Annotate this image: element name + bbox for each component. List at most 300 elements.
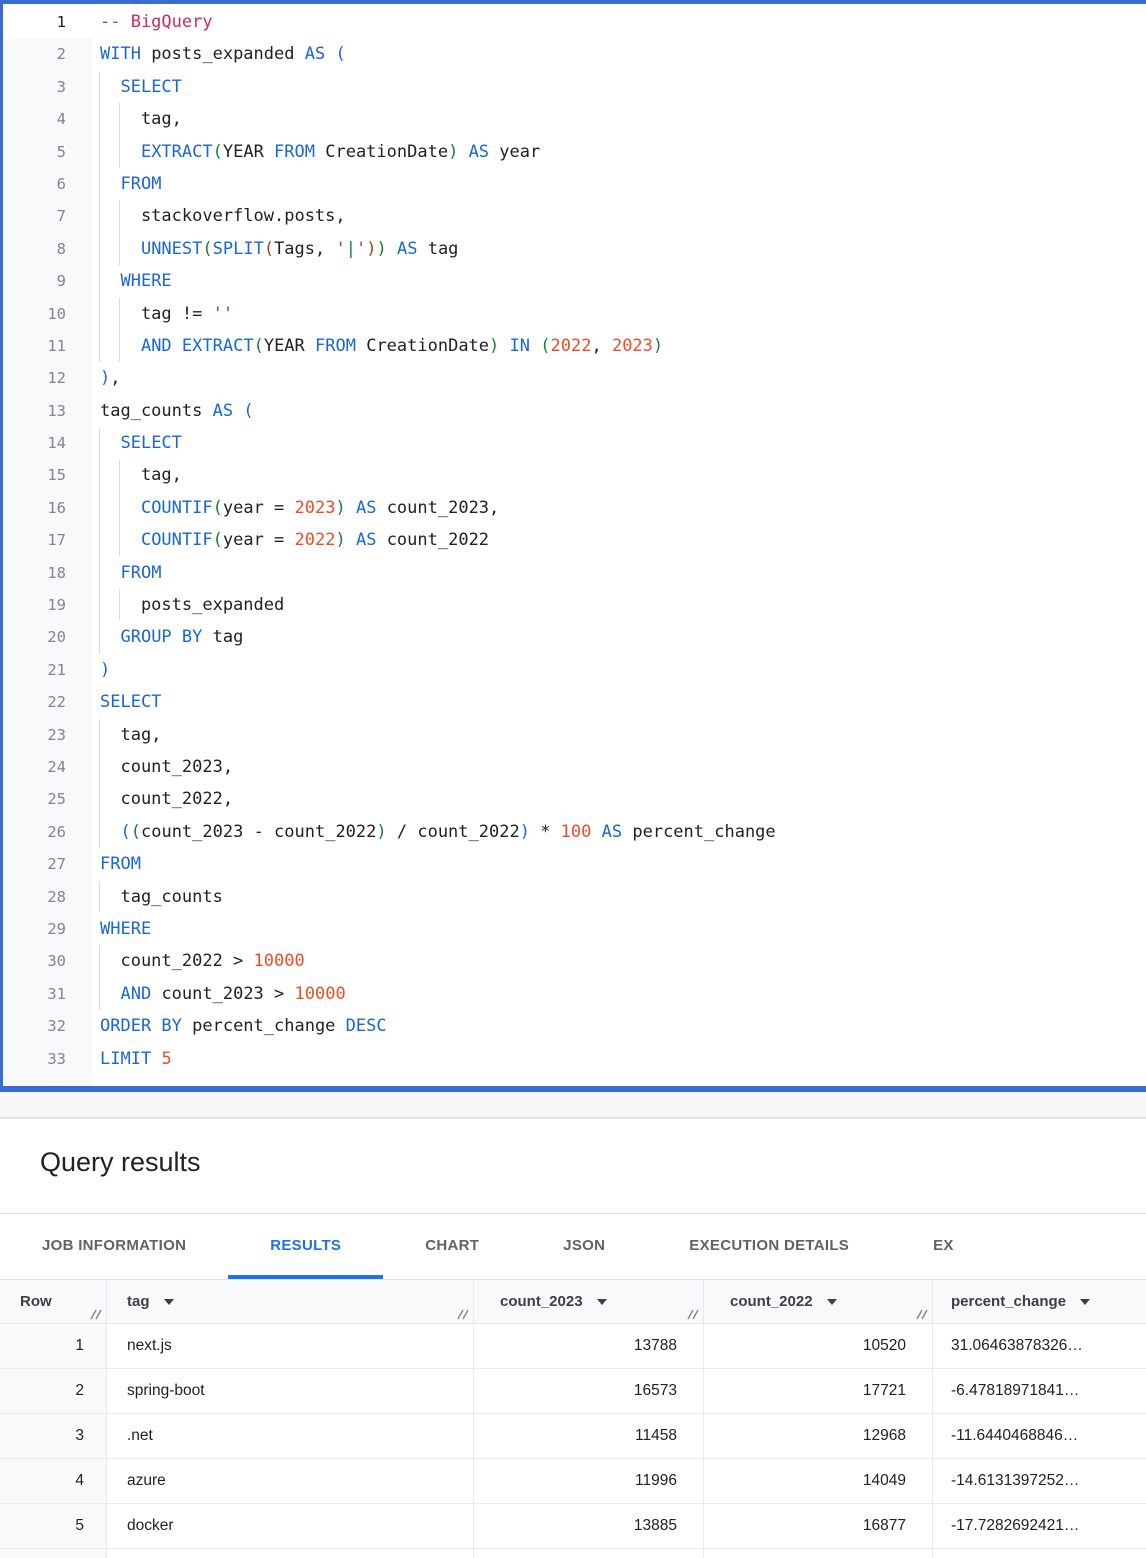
cell: docker (107, 1504, 474, 1549)
line-number: 15 (3, 459, 92, 491)
code-token: WITH (100, 44, 141, 65)
code-token: ( (202, 238, 213, 259)
cell: 16573 (474, 1369, 704, 1414)
line-number: 25 (3, 783, 92, 815)
code-line[interactable] (3, 881, 1146, 913)
indent-guide (99, 103, 100, 135)
indent-guide (99, 621, 100, 653)
code-token: AS (601, 821, 623, 842)
line-number: 11 (3, 330, 92, 362)
indent-guide (99, 783, 100, 815)
table-body (0, 1324, 1146, 1549)
code-text[interactable] (92, 38, 1146, 70)
code-token: EXTRACT (140, 141, 213, 162)
indent-guide (119, 298, 120, 330)
code-token: ( (243, 400, 254, 421)
code-token: tag, (100, 109, 182, 130)
line-number: 20 (3, 621, 92, 653)
code-token: AS (355, 530, 377, 551)
pane-divider[interactable] (0, 1092, 1146, 1119)
line-number: 10 (3, 298, 92, 330)
code-token: count_2023 > (151, 983, 295, 1004)
indent-guide (99, 524, 100, 556)
code-token (100, 530, 141, 550)
code-token (530, 336, 540, 356)
code-token (100, 239, 141, 259)
line-number: 29 (3, 913, 92, 945)
code-token: percent_change (181, 1016, 346, 1037)
code-token: tag (417, 238, 459, 259)
code-line[interactable] (3, 1043, 1146, 1075)
code-text[interactable] (92, 136, 1146, 168)
code-text[interactable] (92, 978, 1146, 1010)
line-number: 31 (3, 978, 92, 1010)
indent-guide (119, 233, 120, 265)
code-token: posts_expanded (140, 44, 305, 65)
table-row (0, 1414, 1146, 1459)
code-token (233, 401, 243, 421)
code-token: tag, (100, 465, 182, 486)
code-token: DESC (345, 1016, 387, 1037)
code-token: * (529, 821, 561, 842)
code-token: COUNTIF (140, 497, 213, 518)
code-text[interactable] (92, 686, 1146, 718)
code-token: FROM (120, 562, 162, 583)
code-token: AS (304, 44, 326, 65)
indent-guide (119, 136, 120, 168)
cell: -11.6440468846… (933, 1414, 1146, 1459)
code-text[interactable] (92, 654, 1146, 686)
sort-dropdown-icon[interactable] (164, 1299, 174, 1305)
code-line[interactable] (3, 945, 1146, 977)
code-text[interactable] (92, 200, 1146, 232)
code-line[interactable] (3, 524, 1146, 556)
code-text[interactable] (92, 298, 1146, 330)
code-line[interactable] (3, 621, 1146, 653)
code-token (591, 822, 601, 842)
code-token: AS (212, 400, 234, 421)
code-text[interactable] (92, 557, 1146, 589)
indent-guide (99, 492, 100, 524)
line-number: 4 (3, 103, 92, 135)
cell: 14049 (704, 1459, 933, 1504)
code-token: UNNEST (140, 238, 203, 259)
partial-cell (704, 1549, 933, 1558)
code-line[interactable] (3, 330, 1146, 362)
indent-guide (119, 524, 120, 556)
code-line[interactable] (3, 427, 1146, 459)
code-token: year = (222, 497, 295, 518)
code-line[interactable] (3, 265, 1146, 297)
indent-guide (99, 330, 100, 362)
code-line[interactable] (3, 719, 1146, 751)
tab-chart[interactable]: CHART (425, 1237, 480, 1254)
code-token: ( (212, 141, 223, 162)
code-token (346, 498, 356, 518)
code-text[interactable] (92, 913, 1146, 945)
sort-dropdown-icon[interactable] (1080, 1299, 1090, 1305)
indent-guide (99, 233, 100, 265)
cell: 31.06463878326… (933, 1324, 1146, 1369)
resize-handle-icon[interactable] (686, 1307, 699, 1320)
indent-guide (99, 298, 100, 330)
indent-guide (99, 589, 100, 621)
code-token (100, 822, 120, 842)
tab-json[interactable]: JSON (563, 1237, 606, 1254)
table-row (0, 1459, 1146, 1504)
code-text[interactable] (92, 330, 1146, 362)
code-token: ) (100, 659, 111, 680)
line-number: 14 (3, 427, 92, 459)
line-number: 23 (3, 719, 92, 751)
code-token: | (345, 238, 356, 259)
code-token: FROM (100, 854, 141, 875)
code-token: CreationDate (315, 141, 449, 162)
cell: -6.47818971841… (933, 1369, 1146, 1414)
row-number-cell: 5 (0, 1504, 107, 1549)
line-number: 33 (3, 1043, 92, 1075)
code-token: WHERE (120, 271, 172, 292)
code-token: EXTRACT (181, 335, 254, 356)
cell: .net (107, 1414, 474, 1459)
code-token: FROM (120, 173, 162, 194)
code-token: 100 (560, 821, 592, 842)
code-token: / count_2022 (386, 821, 520, 842)
code-text[interactable] (92, 395, 1146, 427)
code-token: FROM (274, 141, 315, 162)
code-line[interactable] (3, 686, 1146, 718)
code-text[interactable] (92, 783, 1146, 815)
line-number: 24 (3, 751, 92, 783)
code-line[interactable] (3, 395, 1146, 427)
code-token: 10000 (294, 983, 346, 1004)
code-text[interactable] (92, 589, 1146, 621)
row-number-cell: 2 (0, 1369, 107, 1414)
code-token: count_2023, (100, 756, 234, 777)
code-token: , (110, 368, 121, 389)
code-text[interactable] (92, 233, 1146, 265)
column-header-count_2022[interactable] (704, 1280, 933, 1324)
code-token: ) (519, 821, 530, 842)
code-token: count_2023 - count_2022 (140, 821, 377, 842)
indent-guide (99, 136, 100, 168)
code-text[interactable] (92, 881, 1146, 913)
tab-job-information[interactable]: JOB INFORMATION (42, 1237, 187, 1254)
code-token (100, 271, 120, 291)
code-token: 2023 (611, 335, 653, 356)
table-row (0, 1324, 1146, 1369)
line-number: 12 (3, 362, 92, 394)
cell: next.js (107, 1324, 474, 1369)
partial-cell (107, 1549, 474, 1558)
code-token: tag != (100, 303, 213, 324)
line-number: 7 (3, 200, 92, 232)
code-token: GROUP BY (120, 627, 203, 648)
code-token: AS (396, 238, 418, 259)
code-token: ( (540, 335, 551, 356)
sort-dropdown-icon[interactable] (827, 1299, 837, 1305)
column-label: count_2023 (500, 1293, 583, 1310)
code-token: Tags, (274, 238, 336, 259)
code-line[interactable] (3, 168, 1146, 200)
code-token: ( (120, 821, 131, 842)
code-line[interactable] (3, 459, 1146, 491)
tab-execution-details[interactable]: EXECUTION DETAILS (689, 1237, 850, 1254)
code-line[interactable] (3, 913, 1146, 945)
code-token: LIMIT (100, 1048, 152, 1069)
code-text[interactable] (92, 265, 1146, 297)
code-text[interactable] (92, 103, 1146, 135)
line-number: 19 (3, 589, 92, 621)
code-token (100, 77, 120, 97)
code-token (325, 44, 335, 64)
code-token (100, 984, 120, 1004)
code-token (100, 336, 141, 356)
code-text[interactable] (92, 1043, 1146, 1075)
table-row-stub (0, 1549, 1146, 1558)
line-number: 16 (3, 492, 92, 524)
code-token: count_2022, (100, 789, 234, 810)
line-number: 9 (3, 265, 92, 297)
code-text[interactable] (92, 168, 1146, 200)
cell: 13885 (474, 1504, 704, 1549)
indent-guide (119, 589, 120, 621)
code-text[interactable] (92, 751, 1146, 783)
code-line[interactable] (3, 6, 1146, 38)
code-text[interactable] (92, 848, 1146, 880)
code-token (499, 336, 509, 356)
code-text[interactable] (92, 945, 1146, 977)
code-token: ) (489, 335, 500, 356)
code-token: 2022 (550, 335, 592, 356)
sort-dropdown-icon[interactable] (597, 1299, 607, 1305)
column-label: count_2022 (730, 1293, 813, 1310)
indent-guide (99, 751, 100, 783)
code-token: ( (212, 497, 223, 518)
indent-guide (99, 719, 100, 751)
code-line[interactable] (3, 783, 1146, 815)
code-line[interactable] (3, 200, 1146, 232)
results-table (0, 1279, 1146, 1558)
indent-guide (119, 103, 120, 135)
indent-guide (119, 459, 120, 491)
code-text[interactable] (92, 362, 1146, 394)
line-number: 17 (3, 524, 92, 556)
code-line[interactable] (3, 492, 1146, 524)
code-token: ) (100, 368, 111, 389)
line-number: 21 (3, 654, 92, 686)
cell: -17.7282692421… (933, 1504, 1146, 1549)
code-token: 5 (161, 1048, 172, 1069)
code-token: '' (212, 303, 234, 324)
resize-handle-icon[interactable] (915, 1307, 928, 1320)
code-line[interactable] (3, 978, 1146, 1010)
code-token (387, 239, 397, 259)
code-token: SELECT (120, 76, 182, 97)
code-token: SPLIT (212, 238, 264, 259)
line-number: 26 (3, 816, 92, 848)
column-header-percent_change[interactable] (933, 1280, 1146, 1324)
code-token: ' (335, 238, 346, 259)
code-token: 2022 (294, 530, 336, 551)
code-line[interactable] (3, 557, 1146, 589)
code-token: ( (212, 530, 223, 551)
sql-code[interactable] (3, 6, 1146, 1075)
code-token: CreationDate (355, 335, 490, 356)
table-header-row (0, 1280, 1146, 1324)
cell: 13788 (474, 1324, 704, 1369)
line-number: 18 (3, 557, 92, 589)
code-text[interactable] (92, 71, 1146, 103)
code-line[interactable] (3, 654, 1146, 686)
partial-cell (0, 1549, 107, 1558)
table-row (0, 1369, 1146, 1414)
row-number-cell: 4 (0, 1459, 107, 1504)
indent-guide (99, 71, 100, 103)
code-token (100, 142, 141, 162)
code-token: ) (376, 821, 387, 842)
code-line[interactable] (3, 38, 1146, 70)
code-token (458, 142, 468, 162)
code-token: , (591, 335, 612, 356)
code-token (100, 563, 120, 583)
code-token: ) (366, 238, 377, 259)
indent-guide (99, 978, 100, 1010)
code-token: YEAR (222, 141, 275, 162)
code-token: -- BigQuery (100, 12, 213, 32)
line-number: 5 (3, 136, 92, 168)
code-text[interactable] (92, 459, 1146, 491)
tab-ex[interactable]: EX (933, 1237, 954, 1254)
code-line[interactable] (3, 71, 1146, 103)
resize-handle-icon[interactable] (89, 1307, 102, 1320)
code-token (172, 336, 182, 356)
code-token: ORDER BY (100, 1016, 182, 1037)
code-line[interactable] (3, 362, 1146, 394)
code-line[interactable] (3, 589, 1146, 621)
code-token: count_2022 > (100, 951, 254, 972)
code-line[interactable] (3, 1010, 1146, 1042)
cell: spring-boot (107, 1369, 474, 1414)
code-token: ( (253, 335, 264, 356)
code-token: tag_counts (100, 400, 213, 421)
code-token (100, 627, 120, 647)
column-label: Row (20, 1293, 52, 1310)
code-text[interactable] (92, 816, 1146, 848)
code-text[interactable] (92, 621, 1146, 653)
partial-cell (474, 1549, 704, 1558)
results-tab-bar (0, 1213, 1146, 1279)
column-label: percent_change (951, 1293, 1067, 1310)
indent-guide (99, 200, 100, 232)
code-token: ( (130, 821, 141, 842)
code-line[interactable] (3, 848, 1146, 880)
line-number: 6 (3, 168, 92, 200)
code-token: count_2023, (376, 497, 500, 518)
indent-guide (99, 427, 100, 459)
code-text[interactable] (92, 1010, 1146, 1042)
code-token: year (489, 141, 541, 162)
code-line[interactable] (3, 816, 1146, 848)
line-number: 3 (3, 71, 92, 103)
code-token: ( (263, 238, 275, 259)
column-header-count_2023[interactable] (474, 1280, 704, 1324)
code-token: AND (120, 983, 152, 1004)
code-text[interactable] (92, 492, 1146, 524)
code-text[interactable] (92, 6, 1146, 38)
indent-guide (119, 200, 120, 232)
code-token: ) (376, 238, 387, 259)
line-number: 32 (3, 1010, 92, 1042)
code-token: ' (355, 238, 367, 259)
code-line[interactable] (3, 136, 1146, 168)
column-header-tag[interactable] (107, 1280, 474, 1324)
code-token: tag (202, 627, 244, 648)
code-token: COUNTIF (140, 530, 213, 551)
code-line[interactable] (3, 103, 1146, 135)
indent-guide (119, 492, 120, 524)
code-token (100, 498, 141, 518)
code-token: ) (335, 497, 346, 518)
indent-guide (99, 945, 100, 977)
cell: 11458 (474, 1414, 704, 1459)
code-token (151, 1049, 161, 1069)
column-header-row[interactable] (0, 1280, 107, 1324)
table-row (0, 1504, 1146, 1549)
code-token: ) (335, 530, 346, 551)
code-token: tag, (100, 724, 162, 745)
code-token: ) (448, 141, 459, 162)
cell: 10520 (704, 1324, 933, 1369)
cell: 17721 (704, 1369, 933, 1414)
indent-guide (99, 881, 100, 913)
cell: 16877 (704, 1504, 933, 1549)
code-token: ) (652, 335, 664, 356)
code-token: IN (509, 335, 531, 356)
code-text[interactable] (92, 719, 1146, 751)
code-token: YEAR (263, 335, 316, 356)
code-token: posts_expanded (100, 595, 285, 616)
row-number-cell: 3 (0, 1414, 107, 1459)
cell: 12968 (704, 1414, 933, 1459)
code-text[interactable] (92, 524, 1146, 556)
code-text[interactable] (92, 427, 1146, 459)
line-number: 2 (3, 38, 92, 70)
code-token: ( (335, 44, 346, 65)
indent-guide (119, 330, 120, 362)
code-line[interactable] (3, 751, 1146, 783)
tab-results[interactable]: RESULTS (228, 1214, 383, 1279)
code-line[interactable] (3, 233, 1146, 265)
indent-guide (99, 557, 100, 589)
code-token: 2023 (294, 497, 336, 518)
line-number: 8 (3, 233, 92, 265)
line-number: 30 (3, 945, 92, 977)
code-token: AND (140, 335, 172, 356)
code-line[interactable] (3, 298, 1146, 330)
code-token: AS (355, 497, 377, 518)
resize-handle-icon[interactable] (456, 1307, 469, 1320)
code-token: percent_change (622, 821, 776, 842)
code-token: year = (222, 530, 295, 551)
line-number: 22 (3, 686, 92, 718)
cell: 11996 (474, 1459, 704, 1504)
code-token: stackoverflow.posts, (100, 206, 346, 227)
indent-guide (99, 168, 100, 200)
code-token (100, 433, 120, 453)
code-token (100, 174, 120, 194)
indent-guide (99, 459, 100, 491)
